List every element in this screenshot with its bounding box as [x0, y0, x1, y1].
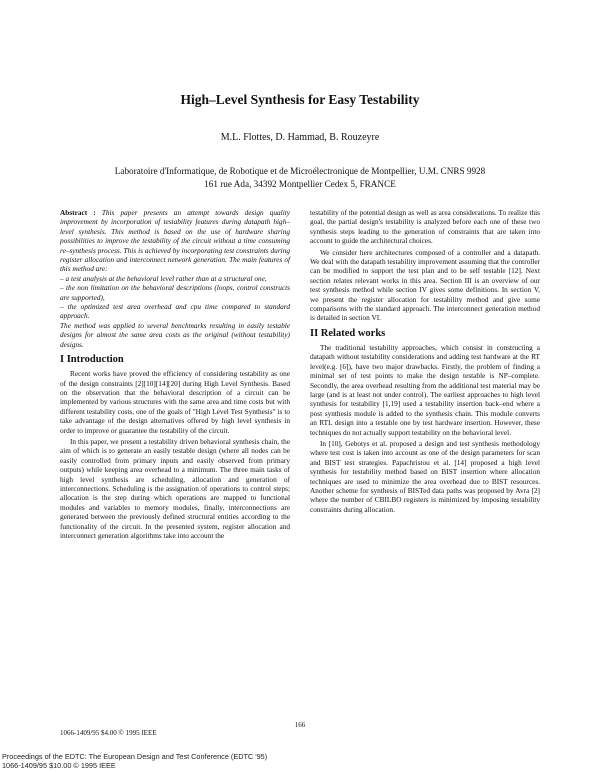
related-paragraph-1: The traditional testability approaches, which consist in constructing a datapath without testability considerations and adding test hardware at the RT level(e.g. [6]), have two major drawbacks. Firstly, the problem of finding a minimal set of test points to make the design testable is NP–complete. Secondly, the area overhead resulting from the additional test material may be large (and is at least not under control). The earliest approaches to high level synthesis for testability [1,19] used a testability insertion back–end where a post synthesis module is added to the synthesis chain. This module converts an RTL design into a testable one by test hardware insertion. However, these techniques do not actually support testability on the behavioral level.	[310, 342, 540, 437]
abstract-bullet-3: – the optimized test area overhead and cpu time compared to standard approach.	[60, 302, 290, 321]
left-column	[60, 208, 290, 542]
abstract-bullet-1: – a test analysis at the behavioral level rather than at a structural one,	[60, 273, 267, 283]
section-heading-related-works: II Related works	[310, 327, 386, 339]
abstract-bullet-2: – the non limitation on the behavioral descriptions (loops, control constructs are supported),	[60, 283, 290, 302]
abstract-text: This paper presents an attempt towards design quality improvement by incorporation of testability features during datapath high–level synthesis. This method is based on the use of hardware sharing possibilities to improve the testability of the circuit without a time consuming re–synthesis process. This is achieved by incorporating test constraints during register allocation and interconnect network generation. The main features of this method are:	[60, 208, 290, 274]
copyright-line: 1066-1409/95 $4.00 © 1995 IEEE	[60, 729, 157, 737]
intro-paragraph-3: testability of the potential design as well as area considerations. To realize this goal, the partial design's testability is analyzed before each one of these two synthesis steps leading to the generation of constraints that are taken into account to guide the architectural choices.	[310, 208, 540, 246]
affiliation	[60, 165, 540, 191]
related-paragraph-2: In [10], Gebotys et al. proposed a design and test synthesis methodology where test cost is taken into account as one of the design parameters for scan and BIST test strategies. Papachristou et al. [14] proposed a high level synthesis for testability method based on BIST insertion where allocation techniques are used to minimize the area overhead due to BIST resources. Another scheme for synthesis of BISTed data paths was proposed by Avra [2] where the number of CBILBO registers is minimized by imposing testability constraints during allocation.	[310, 438, 540, 514]
paper-title: High–Level Synthesis for Easy Testability	[180, 92, 420, 107]
right-column	[310, 208, 540, 516]
footer-line-2: 1066-1409/95 $10.00 © 1995 IEEE	[2, 761, 116, 770]
footer-line-1: Proceedings of the EDTC: The European Design and Test Conference (EDTC '95)	[2, 752, 268, 761]
abstract	[60, 208, 290, 349]
intro-paragraph-4: We consider here architectures composed of a controller and a datapath. We deal with the datapath testability improvement assuming that the controller can be modified to support the test plan and to be self testable [12]. Next section relates relevant works in this area. Section III is an overview of our test synthesis method while section IV gives some definitions. In section V, we present the register allocation for testability method and give some comparisons with the standard approach. The interconnect generation method is detailed in section VI.	[310, 247, 541, 323]
intro-paragraph-1: Recent works have proved the efficiency of considering testability as one of the design constraints [2][10][14][20] during High Level Synthesis. Based on the observation that the behavioral description of a circuit can be implemented by various structures with the same area and time costs but with different testability costs, one of the goals of "High Level Test Synthesis" is to take advantage of the design alternatives offered by high level synthesis in order to improve or guarantee the testability of the circuit.	[60, 369, 290, 435]
paper-authors: M.L. Flottes, D. Hammad, B. Rouzeyre	[220, 132, 380, 143]
proceedings-footer	[2, 752, 267, 770]
abstract-closing: The method was applied to several benchmarks resulting in easily testable designs for almost the same area costs as the original (without testability) designs.	[60, 320, 290, 349]
section-heading-introduction: I Introduction	[60, 354, 124, 366]
abstract-label: Abstract :	[60, 208, 96, 217]
intro-paragraph-2: In this paper, we present a testability driven behavioral synthesis chain, the aim of which is to generate an easily testable design (where all nodes can be easily controlled from primary inputs and easily observed from primary outputs) while keeping area overhead to a minimum. The three main tasks of high level synthesis are scheduling, allocation and generation of interconnections. Scheduling is the assignation of operations to control steps; allocation is the step during which operations are mapped to functional modules and variables to memory modules, finally, interconnections are generated between the previously defined structural entities according to the functionality of the circuit. In the presented system, register allocation and interconnect generation algorithms take into account the	[60, 436, 290, 540]
page-number: 166	[294, 721, 306, 729]
affiliation-line-1: Laboratoire d'Informatique, de Robotique et de Microélectronique de Montpellier, U.M. CNRS 9928	[114, 166, 486, 176]
affiliation-line-2: 161 rue Ada, 34392 Montpellier Cedex 5, FRANCE	[204, 179, 396, 189]
